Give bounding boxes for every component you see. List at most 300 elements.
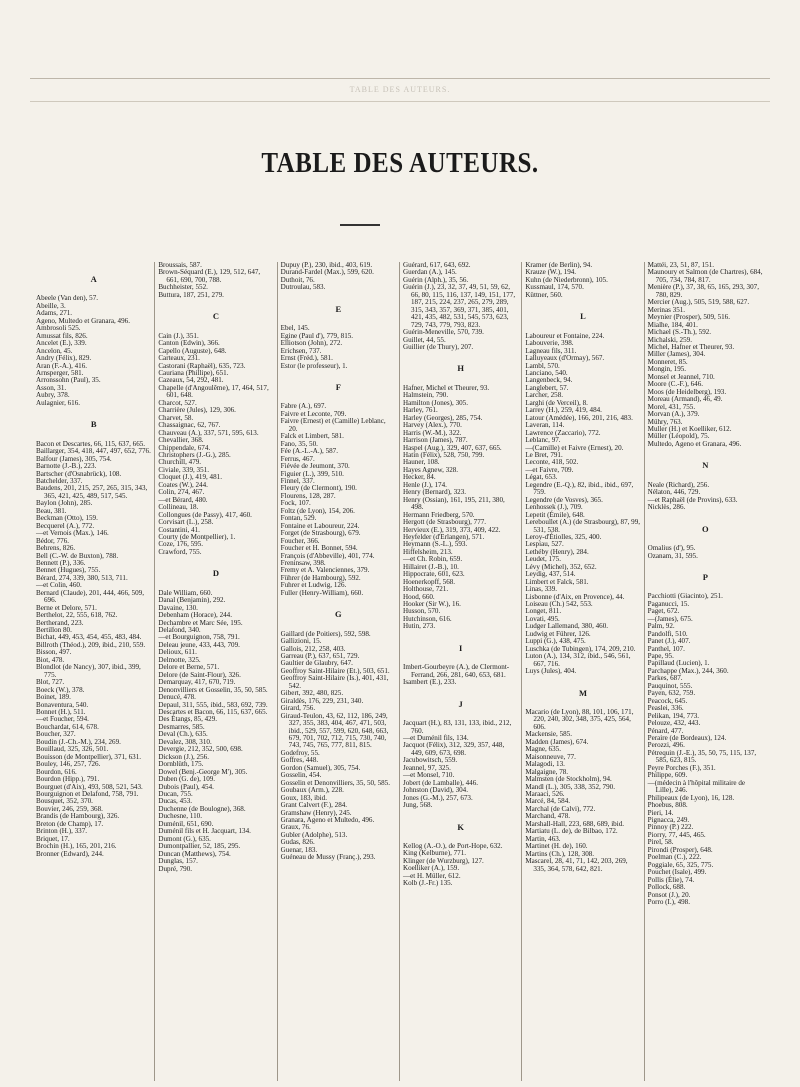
section-letter-h: H [457,363,464,374]
index-entry: Holthouse, 721. [402,585,449,594]
index-entry: Larghi (de Verceil), 8. [525,398,588,407]
index-entry: Descartes et Bacon, 66, 115, 637, 665. [158,708,268,717]
index-entry: Briquet, 17. [36,834,70,843]
index-entry: Bourdon, 616. [36,767,77,776]
index-entry: Hippocrate, 601, 623. [402,570,465,579]
index-entry: Gaillard (de Poitiers), 592, 598. [280,629,371,638]
index-entry: Hauner, 108. [402,458,440,467]
index-entry: Pacchiotti (Giacinto), 251. [647,592,723,601]
index-entry: Fuller (Henry-William), 660. [280,588,364,597]
index-entry: Krauze (W.), 194. [525,268,577,277]
index-entry: Ernst (Fréd.), 581. [280,354,333,363]
index-entry: Dutroulau, 583. [280,283,326,292]
index-entry: Deleau jeune, 433, 443, 709. [158,640,240,649]
index-entry: Bourdon (Hipp.), 791. [36,775,100,784]
index-entry: Madden (James), 674. [525,737,589,746]
index-entry: Lethéby (Henry), 284. [525,547,589,556]
index-entry: King (Kelburne), 771. [402,849,467,858]
section-letter-a: A [90,274,97,284]
index-entry: Gudas, 826. [280,838,315,847]
index-entry: Abeele (Van den), 57. [36,294,99,303]
index-entry: Chassaignac, 62, 767. [158,421,221,430]
index-entry: Monneret, 85. [647,357,688,366]
index-entry: Ageno, Multedo et Granara, 496. [36,316,130,325]
index-entry: Morvan (A.), 379. [647,410,700,419]
index-entry: Berthelot, 22, 555, 618, 762. [36,611,118,620]
index-entry: Marchal (de Calvi), 772. [525,804,596,813]
index-entry: Omalius (d'), 95. [647,544,696,553]
index-entry: —et Bérard, 480. [158,495,208,504]
index-entry: Arnsperger, 581. [36,368,84,377]
index-entry: Lagneau fils, 311. [525,346,577,355]
index-entry: Mercier (Aug.), 505, 519, 588, 627. [647,298,750,307]
index-entry: Ludger Lallemand, 380, 460. [525,622,609,631]
index-entry: Goffres, 448. [280,756,319,765]
index-entry: Dale William, 660. [158,588,213,597]
section-letter-c: C [212,311,220,322]
index-entry: Luschka (de Tubingen), 174, 209, 210. [525,644,636,653]
index-entry: Peacock, 645. [647,696,688,705]
index-entry: Piorry, 77, 445, 465. [647,830,706,839]
index-entry: Ancelon, 45. [36,346,73,355]
index-entry: Estor (le professeur), 1. [280,361,348,370]
index-entry: Denonvilliers et Gosselin, 35, 50, 585. [158,685,268,694]
index-entry: Delioux, 611. [158,648,197,657]
index-entry: Bell (C.-W. de Buxton), 788. [36,551,119,560]
index-entry: Mackensie, 585. [525,730,573,739]
index-entry: Biot, 478. [36,655,65,664]
index-entry: Godefroy, 55. [280,748,320,757]
index-entry: Guenar, 183. [280,845,318,854]
index-entry: Pieri, 14. [647,808,674,817]
index-entry: Buchheister, 552. [158,283,208,292]
index-entry: Jeannel, 97, 325. [402,763,451,772]
index-entry: Hutchinson, 616. [402,614,452,623]
index-entry: Kuhn (de Niederbronn), 105. [525,275,608,284]
index-entry: Guéneau de Mussy (Franç.), 293. [280,853,376,862]
index-entry: Broussais, 587. [158,262,202,269]
index-entry: Collongues (de Passy), 417, 460. [158,510,252,519]
index-entry: Husson, 570. [402,607,441,616]
index-entry: Pelouze, 432, 443. [647,719,701,728]
index-entry: Poggiale, 65, 325, 775. [647,860,714,869]
index-entry: Phoebus, 808. [647,801,688,810]
index-entry: Harley, 761. [402,406,438,415]
index-entry: Kellog (A.-O.), de Port-Hope, 632. [402,842,503,850]
index-entry: Cain (J.), 351. [158,331,199,340]
index-entry: —et Monsel, 710. [402,771,455,780]
index-entry: Michel, Hafner et Theurer, 93. [647,342,735,351]
index-entry: —et H. Müller, 612. [402,871,461,880]
index-column-2 [154,262,276,1081]
index-entry: Devergie, 212, 352, 500, 698. [158,745,243,754]
index-entry: Delmotte, 325. [158,655,201,664]
index-entry: —et Vernois (Max.), 146. [36,529,109,538]
index-entry: Fiévée de Jeumont, 370. [280,462,350,471]
index-entry: Dornblüth, 175. [158,760,204,769]
index-entry: Müller (Léopold), 75. [647,432,710,441]
index-entry: Lalluyeaux (d'Ormay), 567. [525,354,605,363]
index-entry: Bonaventura, 540. [36,700,89,709]
index-entry: Peaslei, 336. [647,704,684,713]
index-entry: —et Duménil fils, 134. [402,734,469,743]
index-entry: Longet, 811. [525,607,562,616]
index-entry: Luppi (G.), 438, 475. [525,637,586,646]
index-entry: Falck et Limbert, 581. [280,432,344,441]
index-entry: Collineau, 18. [158,503,199,512]
index-entry: Harris (W.-M.), 322. [402,428,462,437]
index-entry: Carteaux, 231. [158,354,200,363]
index-entry: Mascarel, 28, 41, 71, 142, 203, 269, 335, 364, 578, 642, 821. [525,857,628,873]
index-entry: Arronssohn (Paul), 35. [36,376,101,385]
index-column-3 [277,262,399,1081]
index-entry: Führer (de Hambourg), 592. [280,573,361,582]
index-entry: Fontan, 529. [280,514,317,523]
index-entry: Michael (S.-Th.), 592. [647,328,712,337]
index-entry: Hayes Agnew, 328. [402,465,459,474]
index-entry: Cloquet (J.), 419, 481. [158,473,222,482]
index-column-1 [33,262,154,1081]
index-entry: Hermann Friedberg, 570. [402,510,475,519]
index-entry: Giraldès, 176, 229, 231, 340. [280,696,364,705]
index-entry: Costantini, 41. [158,525,200,534]
index-entry: Hillairet (J.-B.), 10. [402,562,459,571]
index-entry: Pénard, 477. [647,726,684,735]
index-entry: Aulagnier, 616. [36,398,81,407]
index-entry: Küttner, 560. [525,290,563,299]
index-entry: Jacquart (H.), 83, 131, 133, ibid., 212, 760. [402,719,512,735]
index-entry: —et Faivre, 709. [525,465,574,474]
index-entry: Guillet, 44, 55. [402,335,446,344]
index-entry: Fontaine et Laboureur, 224. [280,521,360,530]
index-entry: —et Foucher, 594. [36,715,89,724]
index-entry: Garreau (P.), 637, 651, 729. [280,652,360,661]
section-letter-b: B [90,419,97,430]
index-entry: Ludwig et Führer, 126. [525,629,591,638]
index-entry: Panthel, 107. [647,644,685,653]
index-entry: Beckman (Otto), 159. [36,514,98,523]
index-entry: Palm, 92. [647,622,675,631]
index-entry: Crawford, 755. [158,547,202,556]
index-entry: Foucher, 366. [280,536,320,545]
index-entry: Brandis (de Hambourg), 326. [36,812,120,821]
index-entry: Gosselin et Denonvilliers, 35, 50, 585. [280,778,391,787]
index-entry: Colin, 274, 467. [158,488,205,497]
index-entry: Hafner, Michel et Theurer, 93. [402,383,490,392]
index-entry: Langlebert, 57. [525,383,569,392]
index-entry: Lepetit (Émile), 648. [525,510,585,519]
index-entry: Lereboullet (A.) (de Strasbourg), 87, 99, 531, 538. [525,518,641,534]
section-letter-j: J [458,698,463,709]
index-entry: Bertillon 80. [36,626,72,635]
index-entry: Légat, 653. [525,473,558,482]
index-entry: Goux, 183, ibid. [280,793,327,802]
index-entry: Maraaci, 526. [525,790,565,798]
index-entry: Balfour (James), 305, 754. [36,454,112,463]
index-entry: Maisonneuve, 77. [525,752,576,761]
index-entry: Michalski, 259. [647,335,692,344]
index-entry: Mühry, 763. [647,417,683,426]
index-entry: Heymann (S.-L.), 593. [402,540,468,549]
index-entry: Faivre (Ernest) et (Camille) Leblanc, 20. [280,417,386,433]
index-entry: Laboureur et Fontaine, 224. [525,331,605,340]
index-entry: Depaul, 311, 555, ibid., 583, 692, 739. [158,700,268,709]
index-entry: Leroy-d'Étiolles, 325, 400. [525,532,602,541]
index-entry: —(médecin à l'hôpital militaire de Lille), 246. [647,778,746,795]
index-entry: Dupuy (P.), 230, ibid., 403, 619. [280,262,373,269]
index-entry: Ducan, 755. [158,790,193,798]
index-entry: Martins (Ch.), 128, 308. [525,849,595,858]
index-entry: Figuier (L.), 399, 510. [280,469,344,478]
index-entry: Menière (P.), 37, 38, 65, 165, 293, 307, 780, 829. [647,283,759,299]
index-entry: Luton (A.), 134, 312, ibid., 546, 561, 667, 716. [525,652,631,668]
index-entry: Marshall-Hall, 223, 688, 689, ibid. [525,819,625,828]
index-entry: Granara, Ageno et Multedo, 496. [280,816,375,824]
index-entry: Harrison (James), 787. [402,436,468,445]
index-entry: Barnotte (J.-B.), 223. [36,462,97,471]
index-entry: Cazeaux, 54, 292, 481. [158,376,224,385]
index-entry: Perozzi, 496. [647,741,685,750]
index-entry: Linas, 339. [525,585,558,594]
index-entry: Geoffroy Saint-Hilaire (Et.), 503, 651. [280,666,390,675]
index-entry: Johnston (David), 304. [402,786,469,795]
index-entry: Goubaux (Arm.), 228. [280,786,344,795]
index-entry: Aran (F.-A.), 416. [36,361,88,370]
index-entry: Fremy et A. Valenciennes, 379. [280,566,370,575]
index-entry: Lovati, 495. [525,614,560,623]
index-entry: Pauquinot, 555. [647,681,693,690]
index-entry: Duchesne, 110. [158,812,202,821]
index-entry: Halmstein, 790. [402,391,449,400]
index-entry: Ferrus, 467. [280,454,315,463]
index-entry: Deval (Ch.), 635. [158,730,208,739]
index-entry: Boeck (W.), 378. [36,685,85,694]
index-entry: Freninsaw, 398. [280,558,326,567]
index-entry: Hutin, 273. [402,622,436,631]
index-entry: Dubois (Paul), 454. [158,782,214,791]
index-entry: Geoffroy Saint-Hilaire (Is.), 401, 431, 542. [280,674,389,690]
index-entry: Bouvier, 246, 259, 368. [36,804,103,813]
index-entry: Courty (de Montpellier), 1. [158,532,236,541]
index-entry: Henle (J.), 174. [402,480,447,489]
index-entry: Panet (J.), 407. [647,637,691,646]
index-entry: Gordon (Samuel), 305, 754. [280,763,361,772]
index-entry: Kolb (J.-Fr.) 135. [402,879,453,888]
index-entry: Andry (Félix), 829. [36,354,92,363]
index-entry: Hooker (Sir W.), 16. [402,600,461,609]
index-entry: Magne, 635. [525,745,561,754]
index-entry: Ponsot (J.), 20. [647,890,691,899]
index-entry: Bertherand, 223. [36,618,84,627]
index-entry: Paget, 672. [647,607,680,616]
index-entry: Guérard, 617, 643, 692. [402,262,471,269]
index-entry: —(James), 675. [647,614,693,623]
section-letter-n: N [702,460,709,471]
index-entry: Marcé, 84, 584. [525,797,571,806]
index-entry: Pirondi (Prosper), 648. [647,845,713,854]
index-entry: Pétrequin (J.-E.), 35, 50, 75, 115, 137, 585, 623, 815. [647,748,757,765]
index-entry: Bouchardat, 614, 678. [36,722,99,731]
index-entry: Bouisson (de Montpellier), 371, 631. [36,752,142,761]
index-entry: Peraire (de Bordeaux), 124. [647,734,727,743]
index-entry: Moreau (Armand), 46, 49. [647,395,723,404]
index-entry: Poelman (C.), 222. [647,853,702,862]
index-entry: Castorani (Raphaël), 635, 723. [158,361,246,370]
index-entry: Leconte, 418, 502. [525,458,579,467]
index-entry: Dickson (J.), 256. [158,752,209,761]
index-entry: Delore et Berne, 571. [158,663,220,672]
index-entry: Egine (Paul d'), 779, 815. [280,331,354,340]
index-entry: Grant Calvert (F.), 284. [280,801,348,810]
index-entry: Brochin (H.), 165, 201, 216. [36,842,117,851]
index-entry: Hervieux (E.), 319, 373, 409, 422. [402,525,501,534]
index-entry: Bisson, 497. [36,648,72,657]
index-entry: Malagodi, 13. [525,760,565,769]
index-entry: Duchenne (de Boulogne), 368. [158,804,246,813]
index-entry: Harvey (Alex.), 770. [402,421,462,430]
index-column-4 [399,262,521,1081]
index-entry: Charvet, 58. [158,413,194,422]
section-letter-p: P [702,571,708,582]
index-entry: Moore (C.-F.), 646. [647,380,704,389]
index-entry: Durand-Fardel (Max.), 599, 620. [280,268,374,277]
index-entry: Ozanam, 31, 595. [647,551,698,560]
index-entry: Hood, 660. [402,592,435,601]
index-entry: Ebel, 145. [280,324,310,333]
title-rule [340,224,380,226]
index-entry: Meynier (Prosper), 509, 516. [647,313,730,322]
index-entry: Macario (de Lyon), 88, 101, 106, 171, 220, 240, 302, 348, 375, 425, 564, 606. [525,708,634,731]
index-entry: Bichat, 449, 453, 454, 455, 483, 484. [36,633,142,642]
index-entry: Gibert, 392, 480, 825. [280,689,344,698]
index-entry: Pinnoy (P.) 222. [647,823,694,832]
index-entry: Charrière (Jules), 129, 306. [158,406,236,415]
index-entry: Lespiau, 527. [525,540,564,549]
index-entry: Gramshaw (Henry), 245. [280,808,352,817]
index-entry: Monsel et Jeannel, 710. [647,372,715,381]
index-entry: Nélaton, 446, 729. [647,488,701,497]
index-entry: Ambrosoli 525. [36,324,81,333]
index-entry: Labouverie, 398. [525,339,574,348]
index-entry: Capello (Auguste), 648. [158,346,227,355]
index-entry: Bonnet (H.), 511. [36,708,86,717]
index-entry: Miller (James), 304. [647,350,706,359]
index-entry: Christophers (J.-G.), 285. [158,450,231,459]
index-entry: Girard, 756. [280,704,316,713]
index-entry: Bennett (P.), 336. [36,558,86,567]
index-entry: Lisbonne (d'Aix, en Provence), 44. [525,592,625,601]
index-entry: Philipeaux (de Lyon), 16, 128. [647,793,735,802]
index-entry: Kramer (de Berlin), 94. [525,262,593,269]
index-entry: Malmsten (de Stockholm), 94. [525,775,612,784]
index-entry: —et Bourguignon, 758, 791. [158,633,240,642]
index-entry: Maunoury et Salmon (de Chartres), 684, 705, 734, 784, 817. [647,268,763,284]
index-entry: Duménil, 651, 690. [158,819,214,828]
index-entry: Fano, 35, 50. [280,439,318,448]
index-entry: —et Raphaël (de Provins), 633. [647,495,738,504]
index-entry: Brinton (H.), 337. [36,827,88,836]
index-entry: Bronner (Edward), 244. [36,849,104,858]
index-entry: Haspel (Aug.), 329, 407, 637, 665. [402,443,502,452]
index-entry: Martinet (H. de), 160. [525,842,588,851]
index-entry: Bousquet, 352, 370. [36,797,93,806]
index-entry: Faivre et Leconte, 709. [280,409,347,418]
index-entry: Martin, 463. [525,834,561,843]
index-entry: Fleury (de Clermont), 190. [280,484,357,493]
index-entry: Gosselin, 454. [280,771,322,780]
index-entry: Duthoit, 76. [280,275,315,284]
index-entry: Kussmaul, 174, 570. [525,283,584,292]
index-entry: François (d'Abbeville), 401, 774. [280,551,375,560]
index-entry: Payen, 632, 759. [647,689,696,698]
index-entry: Jones (G.-M.), 257, 673. [402,793,473,802]
page-title: TABLE DES AUTEURS. [261,147,539,179]
index-entry: Dechambre et Marc Sée, 195. [158,618,243,627]
index-entry: Churchill, 479. [158,458,202,467]
index-entry: Hiffelsheim, 213. [402,547,453,556]
index-entry: Fabre (A.), 697. [280,402,327,411]
index-entry: Elliotson (John), 272. [280,339,343,348]
index-entry: Denucé, 478. [158,693,196,702]
index-entry: Demarquay, 417, 670, 719. [158,678,236,687]
index-entry: Bourguet (d'Aix), 493, 508, 521, 543. [36,782,143,791]
index-entry: Ancelet (E.), 339. [36,339,87,348]
index-entry: Merinas 351. [647,305,686,314]
index-entry: Porro (I.), 498. [647,897,690,906]
faint-running-header: TABLE DES AUTEURS. [30,78,770,102]
index-entry: Moos (de Heidelberg), 193. [647,387,727,396]
index-entry: —et Ch. Robin, 659. [402,555,463,564]
index-entry: Guérin (Alph.), 35, 56. [402,275,469,284]
index-entry: Jung, 568. [402,801,433,810]
index-entry: Pollock, 688. [647,883,686,892]
index-entry: Multedo, Ageno et Granara, 496. [647,439,742,448]
index-entry: Canton (Edwin), 366. [158,339,220,348]
index-entry: Duménil fils et H. Jacquart, 134. [158,827,251,836]
index-entry: Malgaigne, 78. [525,767,569,776]
index-entry: Dupré, 790. [158,864,193,873]
index-entry: Chevallier, 368. [158,436,204,445]
index-entry: Fock, 107. [280,499,311,508]
section-letter-l: L [580,311,586,322]
index-entry: Pirel, 58. [647,838,674,847]
index-entry: Leydig, 437, 514. [525,570,576,579]
index-entry: —et Colin, 460. [36,581,82,590]
index-entry: Guérin (J.), 23, 32, 37, 49, 51, 59, 62, 66, 80, 115, 116, 137, 149, 151, 177, 187, 215, 224, 237, 265, 279, 289, 315, 343, 357, 369, 371, 385, 401, 421, 435, 482, 531, 545, 573, 623, 729, 743, 779, 793, 823. [402,283,516,329]
index-entry: Legendre (de Vosves), 365. [525,495,603,504]
index-entry: Bérard, 274, 339, 380, 513, 711. [36,573,128,582]
index-entry: Blondlot (de Nancy), 307, ibid., 399, 775. [36,663,141,679]
index-entry: Hatin (Félix), 528, 750, 799. [402,450,485,459]
index-columns [33,262,766,1081]
index-entry: Marchand, 478. [525,812,571,821]
index-entry: Lanciano, 540. [525,368,568,377]
index-entry: Becquerel (A.), 772. [36,521,95,530]
section-letter-m: M [578,687,587,698]
index-entry: Mongin, 195. [647,365,687,374]
index-entry: Koelliker (A.), 159. [402,864,460,873]
index-entry: Foltz (de Lyon), 154, 206. [280,506,355,515]
index-entry: Le Bret, 791. [525,450,563,459]
index-entry: Paganucci, 15. [647,599,690,608]
index-entry: Imbert-Gourbeyre (A.), de Clermont-Ferrand, 266, 281, 640, 653, 681. [402,663,510,679]
index-entry: Hecker, 84. [402,473,436,482]
index-entry: Dunglas, 157. [158,857,198,866]
index-entry: Guerdan (A.), 145. [402,268,457,277]
index-entry: Isambert (E.), 233. [402,678,457,687]
index-entry: Hamilton (Jones), 305. [402,398,469,407]
index-entry: Buttura, 187, 251, 279. [158,290,224,299]
